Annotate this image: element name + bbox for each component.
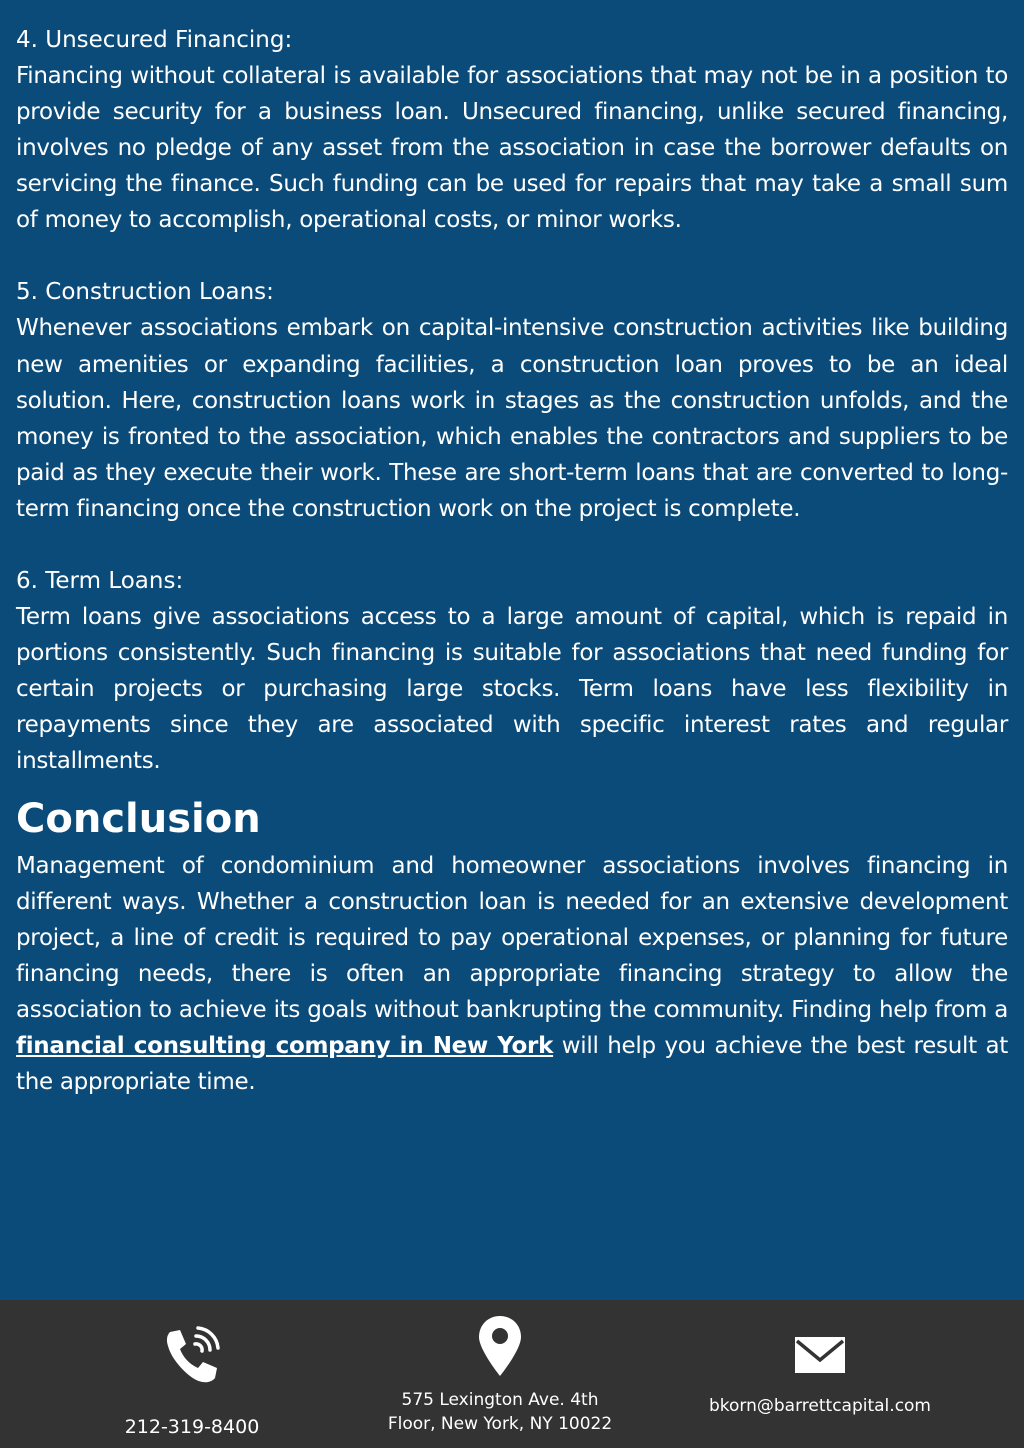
section-body: Term loans give associations access to a large amount of capital, which is repaid in portions consistently. Such financing is suitable for associations that need funding for certain projects or purchasing large stocks. Term loans have less flexibility in repayments since they are associated with specific interest rates and regular installments. [16,604,1008,775]
financial-consulting-link[interactable]: financial consulting company in New York [16,1032,554,1059]
section-term-loans [16,563,1008,779]
conclusion-body [16,848,1008,1101]
location-pin-icon [370,1314,630,1378]
section-construction-loans [16,274,1008,527]
footer-email [680,1336,960,1418]
phone-number[interactable]: 212-319-8400 [124,1416,260,1438]
section-heading: 6. Term Loans: [16,568,184,595]
section-body: Financing without collateral is available for associations that may not be in a position to provide security for a business loan. Unsecured financing, unlike secured financing, involves no pledge of any asset from the association in case the borrower defaults on servicing the finance. Such funding can be used for repairs that may take a small sum of money to accomplish, operational costs, or minor works. [16,63,1008,234]
footer [0,1300,1024,1448]
email-address[interactable]: bkorn@barrettcapital.com [709,1396,931,1416]
phone-icon [92,1324,292,1388]
address-line-1: 575 Lexington Ave. 4th [401,1390,599,1410]
section-unsecured-financing [16,22,1008,238]
envelope-icon [680,1336,960,1374]
footer-address [370,1314,630,1436]
conclusion-text-end: will help you achieve the best result at the appropriate time. [16,1032,1008,1096]
section-heading: 4. Unsecured Financing: [16,27,293,53]
conclusion-title: Conclusion [16,795,261,842]
section-body: Whenever associations embark on capital-intensive construction activities like building new amenities or expanding facilities, a construction loan proves to be an ideal solution. Here, construction loans work in stages as the construction unfolds, and the money is fronted to the association, which enables the contractors and suppliers to be paid as they execute their work. These are short-term loans that are converted to long-term financing once the construction work on the project is complete. [16,315,1008,522]
footer-phone [92,1324,292,1439]
section-heading: 5. Construction Loans: [16,279,274,306]
address-line-2: Floor, New York, NY 10022 [387,1414,613,1434]
conclusion-text: Management of condominium and homeowner associations involves financing in different ways. Whether a construction loan is needed for an extensive development project, a line of credit is required to pay operational expenses, or planning for future financing needs, there is often an appropriate financing strategy to allow the association to achieve its goals without bankrupting the community. Finding help from a [16,852,1008,1023]
